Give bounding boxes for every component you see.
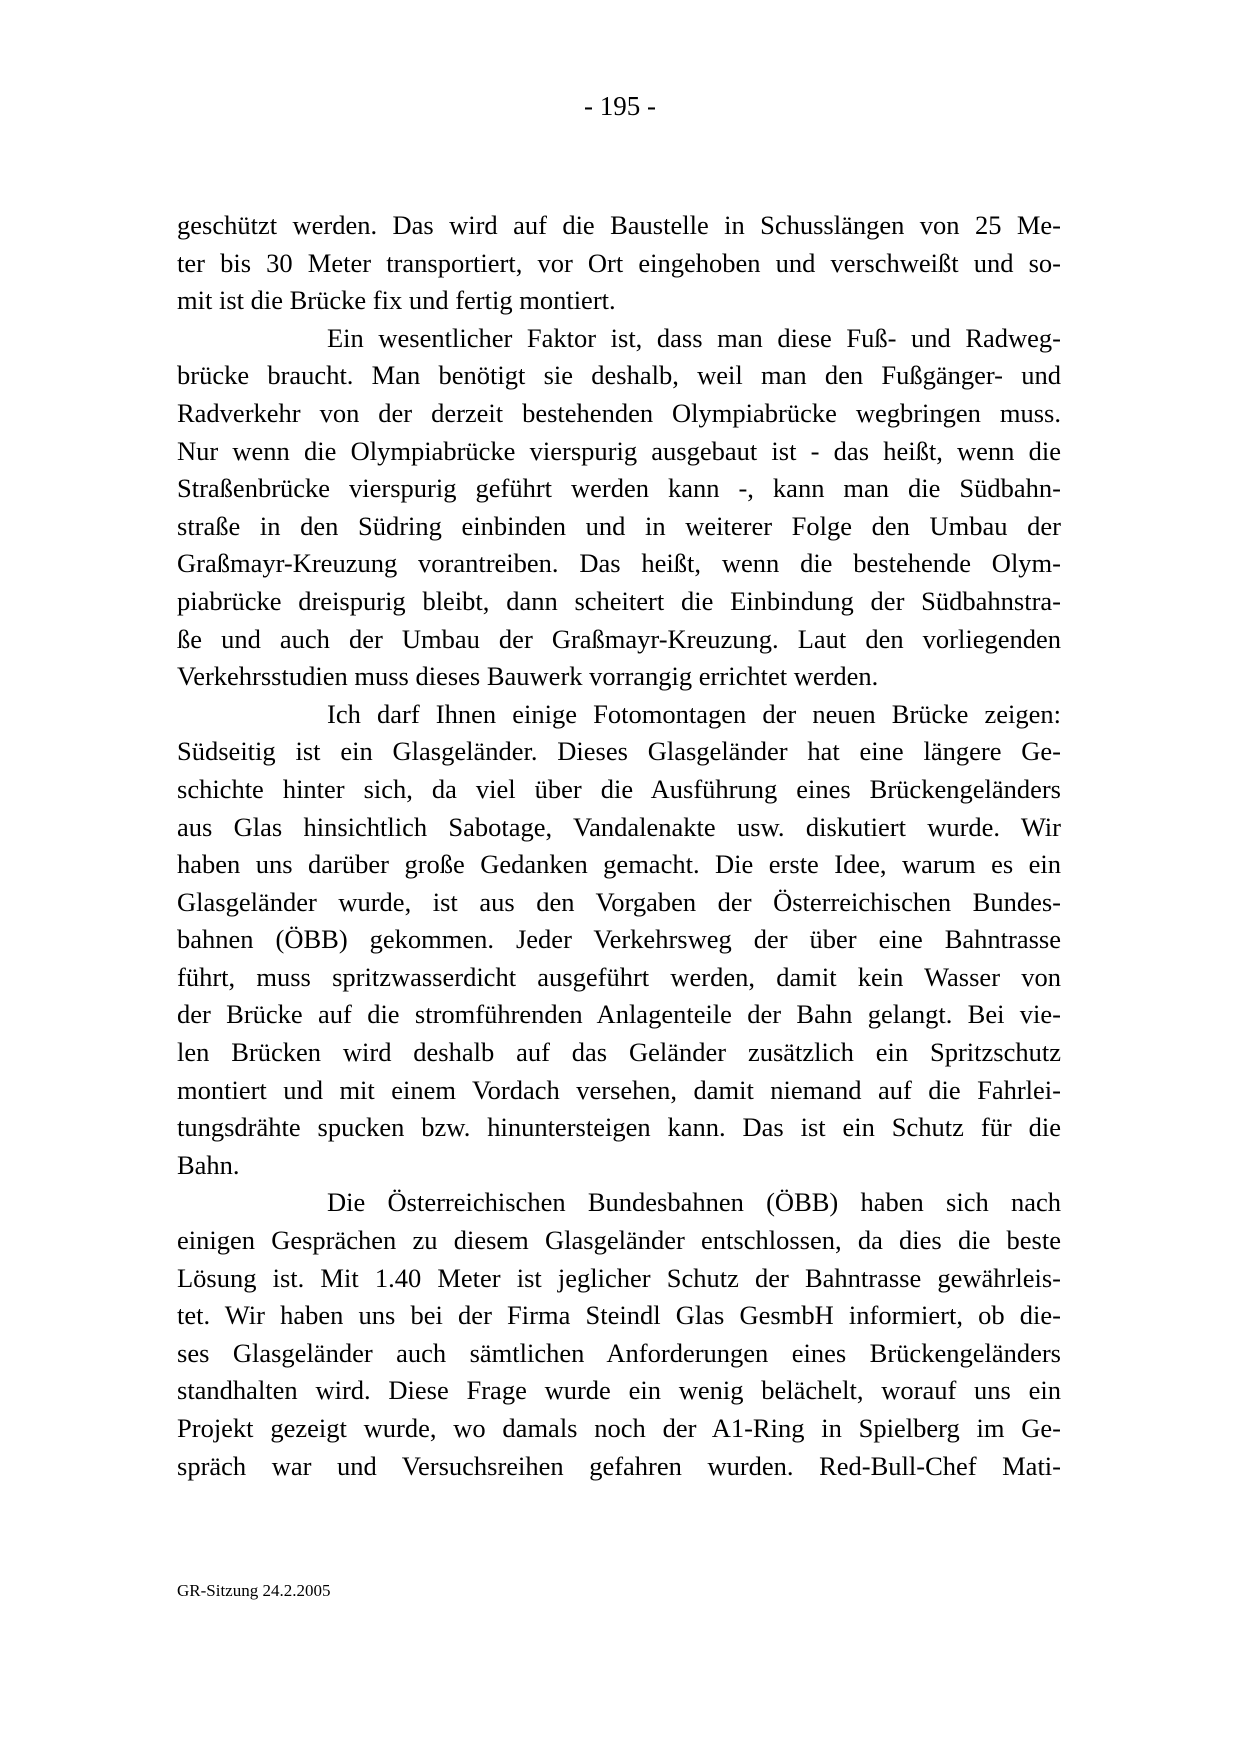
text-line: Bahn. bbox=[177, 1149, 240, 1180]
body-text bbox=[177, 207, 1061, 1485]
text-line: Projekt gezeigt wurde, wo damals noch der A1-Ring in Spielberg im Ge- bbox=[177, 1413, 1061, 1443]
text-line: Radverkehr von der derzeit bestehenden Olympiabrücke wegbringen muss. bbox=[177, 397, 1061, 428]
paragraph bbox=[177, 207, 1061, 320]
text-line: ses Glasgeländer auch sämtlichen Anforderungen eines Brückengeländers bbox=[177, 1337, 1061, 1368]
text-line: ße und auch der Umbau der Graßmayr-Kreuzung. Laut den vorliegenden bbox=[177, 623, 1061, 654]
text-line: straße in den Südring einbinden und in weiterer Folge den Umbau der bbox=[177, 510, 1061, 541]
page-number: - 195 - bbox=[584, 91, 656, 121]
text-line: Ich darf Ihnen einige Fotomontagen der neuen Brücke zeigen: bbox=[327, 698, 1061, 729]
text-line: bahnen (ÖBB) gekommen. Jeder Verkehrsweg der über eine Bahntrasse bbox=[177, 924, 1061, 955]
text-line: len Brücken wird deshalb auf das Geländer zusätzlich ein Spritzschutz bbox=[177, 1037, 1061, 1068]
text-line: führt, muss spritzwasserdicht ausgeführt werden, damit kein Wasser von bbox=[177, 961, 1061, 992]
text-line: tet. Wir haben uns bei der Firma Steindl Glas GesmbH informiert, ob die- bbox=[177, 1300, 1061, 1331]
text-line: Ein wesentlicher Faktor ist, dass man diese Fuß- und Radweg- bbox=[327, 322, 1061, 353]
text-line: mit ist die Brücke fix und fertig montiert. bbox=[177, 285, 616, 316]
paragraph bbox=[177, 1184, 1061, 1485]
text-line: Die Österreichischen Bundesbahnen (ÖBB) haben sich nach bbox=[327, 1187, 1061, 1218]
text-line: tungsdrähte spucken bzw. hinuntersteigen kann. Das ist ein Schutz für die bbox=[177, 1112, 1061, 1143]
text-line: brücke braucht. Man benötigt sie deshalb, weil man den Fußgänger- und bbox=[177, 360, 1061, 391]
text-line: spräch war und Versuchsreihen gefahren wurden. Red-Bull-Chef Mati- bbox=[177, 1450, 1061, 1481]
text-line: piabrücke dreispurig bleibt, dann scheitert die Einbindung der Südbahnstra- bbox=[177, 585, 1061, 616]
text-line: der Brücke auf die stromführenden Anlagenteile der Bahn gelangt. Bei vie- bbox=[177, 999, 1061, 1030]
text-line: montiert und mit einem Vordach versehen, damit niemand auf die Fahrlei- bbox=[177, 1074, 1061, 1105]
text-line: Südseitig ist ein Glasgeländer. Dieses Glasgeländer hat eine längere Ge- bbox=[177, 736, 1061, 767]
paragraph bbox=[177, 696, 1061, 1185]
paragraph bbox=[177, 320, 1061, 696]
text-line: aus Glas hinsichtlich Sabotage, Vandalenakte usw. diskutiert wurde. Wir bbox=[177, 811, 1061, 842]
text-line: Glasgeländer wurde, ist aus den Vorgaben der Österreichischen Bundes- bbox=[177, 886, 1061, 917]
text-line: geschützt werden. Das wird auf die Baustelle in Schusslängen von 25 Me- bbox=[177, 210, 1061, 240]
text-line: Verkehrsstudien muss dieses Bauwerk vorrangig errichtet werden. bbox=[177, 661, 879, 692]
text-line: haben uns darüber große Gedanken gemacht. Die erste Idee, warum es ein bbox=[177, 849, 1061, 880]
text-line: Nur wenn die Olympiabrücke vierspurig ausgebaut ist - das heißt, wenn die bbox=[177, 435, 1061, 466]
text-line: Straßenbrücke vierspurig geführt werden kann -, kann man die Südbahn- bbox=[177, 473, 1061, 504]
footer: GR-Sitzung 24.2.2005 bbox=[177, 1581, 331, 1600]
text-line: standhalten wird. Diese Frage wurde ein wenig belächelt, worauf uns ein bbox=[177, 1375, 1061, 1406]
text-line: ter bis 30 Meter transportiert, vor Ort eingehoben und verschweißt und so- bbox=[177, 247, 1061, 278]
text-line: einigen Gesprächen zu diesem Glasgeländer entschlossen, da dies die beste bbox=[177, 1225, 1061, 1256]
text-line: schichte hinter sich, da viel über die Ausführung eines Brückengeländers bbox=[177, 773, 1061, 804]
text-line: Lösung ist. Mit 1.40 Meter ist jeglicher Schutz der Bahntrasse gewährleis- bbox=[177, 1262, 1061, 1293]
text-line: Graßmayr-Kreuzung vorantreiben. Das heißt, wenn die bestehende Olym- bbox=[177, 548, 1061, 579]
